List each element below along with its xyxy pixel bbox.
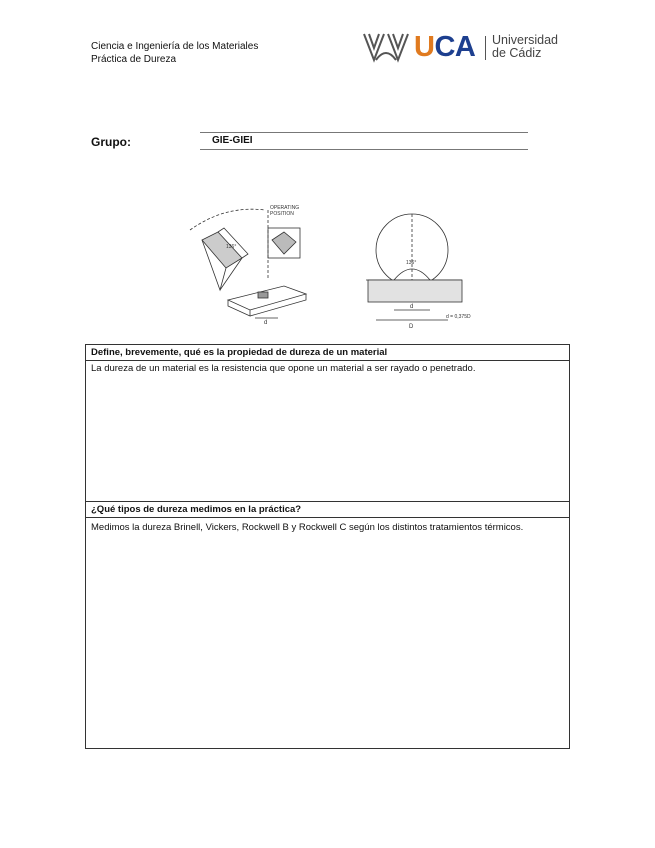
brinell-indenter-figure: [366, 214, 462, 320]
question-row: [86, 345, 570, 361]
brinell-formula: d = 0,375D: [446, 314, 471, 320]
uca-emblem-icon: [362, 30, 412, 64]
answer-row: [86, 518, 570, 749]
university-name: Universidad de Cádiz: [492, 33, 559, 60]
group-label: Grupo:: [91, 135, 131, 149]
answer-row: [86, 361, 570, 502]
operating-label-2: POSITION: [270, 211, 294, 217]
question-row: [86, 502, 570, 518]
vickers-indenter-figure: [190, 209, 306, 318]
uca-logo: [362, 30, 567, 66]
brinell-D-label: D: [409, 324, 414, 330]
hardness-test-figures: [180, 200, 490, 330]
uca-wordmark: UCA: [414, 31, 476, 63]
group-rule-bottom: [200, 149, 528, 150]
document-header: [91, 40, 258, 66]
brinell-d-label: d: [410, 304, 414, 310]
vickers-angle-label: 136°: [226, 244, 237, 250]
answer-text[interactable]: La dureza de un material es la resistencia que opone un material a ser rayado o penetrado.: [86, 361, 570, 502]
group-rule-top: [200, 132, 528, 133]
course-title: Ciencia e Ingeniería de los Materiales: [91, 41, 259, 52]
vickers-d-label: d: [264, 320, 268, 326]
answer-text[interactable]: Medimos la dureza Brinell, Vickers, Rockwell B y Rockwell C según los distintos tratamientos térmicos.: [86, 518, 570, 749]
group-value: GIE-GIEI: [212, 135, 253, 146]
question-text: ¿Qué tipos de dureza medimos en la práctica?: [86, 502, 570, 518]
practice-title: Práctica de Dureza: [91, 54, 177, 65]
question-text: Define, brevemente, qué es la propiedad de dureza de un material: [86, 345, 570, 361]
operating-label-1: OPERATING: [270, 205, 300, 211]
questions-table: [85, 344, 570, 749]
logo-divider: [485, 36, 486, 60]
brinell-angle-label: 136°: [406, 260, 417, 266]
